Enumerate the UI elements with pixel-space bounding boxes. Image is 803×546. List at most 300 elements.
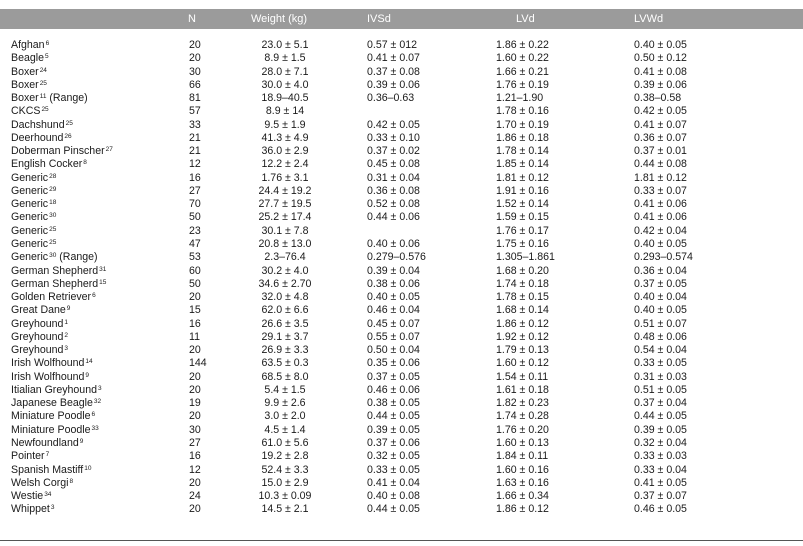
reference-number: 25 (41, 106, 49, 114)
lvwd-value: 0.44 ± 0.05 (634, 410, 687, 423)
lvwd-cell (596, 477, 803, 490)
table-row (0, 503, 803, 516)
table-row (0, 304, 803, 317)
lvwd-value: 0.33 ± 0.07 (634, 184, 687, 197)
table-header (0, 9, 803, 29)
weight-value: 15.0 ± 2.9 (261, 476, 309, 489)
lvd-cell (476, 132, 596, 145)
weight-value: 26.6 ± 3.5 (261, 317, 309, 330)
table-row (0, 92, 803, 105)
breed-name: Irish Wolfhound (11, 357, 85, 370)
breed-cell (0, 397, 183, 410)
lvwd-value: 0.39 ± 0.05 (634, 423, 687, 436)
lvd-cell (476, 52, 596, 65)
lvd-value: 1.74 ± 0.18 (496, 277, 549, 290)
reference-number: 14 (85, 358, 93, 366)
header-breed (0, 9, 183, 29)
n-cell (183, 278, 231, 291)
lvwd-cell (596, 225, 803, 238)
header-lvwd: LVWd (634, 13, 664, 25)
ivsd-value: 0.52 ± 0.08 (367, 198, 420, 211)
lvd-cell (476, 66, 596, 79)
n-value: 11 (189, 330, 200, 343)
n-value: 20 (189, 370, 201, 383)
lvwd-cell (596, 357, 803, 370)
breed-cell (0, 145, 183, 158)
breed-cell (0, 265, 183, 278)
lvd-value: 1.76 ± 0.19 (496, 78, 549, 91)
n-cell (183, 450, 231, 463)
lvd-value: 1.74 ± 0.28 (496, 410, 549, 423)
header-lvd: LVd (516, 13, 535, 25)
table-row (0, 145, 803, 158)
lvwd-cell (596, 318, 803, 331)
weight-value: 8.9 ± 14 (265, 105, 305, 118)
lvwd-cell (596, 291, 803, 304)
n-cell (183, 66, 231, 79)
lvd-cell (476, 225, 596, 238)
lvd-cell (476, 477, 596, 490)
ivsd-cell (351, 477, 476, 490)
lvwd-cell (596, 251, 803, 264)
weight-value: 2.3–76.4 (264, 251, 306, 264)
weight-value: 36.0 ± 2.9 (261, 145, 309, 158)
reference-number: 29 (49, 185, 57, 193)
table-row (0, 291, 803, 304)
n-value: 70 (189, 198, 201, 211)
breed-name: Greyhound (11, 344, 64, 357)
breed-cell (0, 105, 183, 118)
breed-cell (0, 251, 183, 264)
lvwd-cell (596, 371, 803, 384)
lvwd-cell (596, 464, 803, 477)
n-value: 24 (189, 490, 201, 503)
ivsd-cell (351, 464, 476, 477)
reference-number: 30 (49, 252, 57, 260)
n-cell (183, 477, 231, 490)
ivsd-cell (351, 158, 476, 171)
weight-cell (231, 304, 351, 317)
weight-cell (231, 490, 351, 503)
reference-number: 8 (69, 477, 74, 485)
weight-value: 18.9–40.5 (261, 92, 309, 105)
lvd-value: 1.86 ± 0.18 (496, 131, 549, 144)
n-cell (183, 52, 231, 65)
ivsd-cell (351, 238, 476, 251)
lvwd-cell (596, 344, 803, 357)
breed-name: Pointer (11, 450, 45, 463)
lvwd-value: 0.39 ± 0.06 (634, 78, 687, 91)
weight-value: 52.4 ± 3.3 (261, 463, 309, 476)
weight-value: 25.2 ± 17.4 (258, 211, 312, 224)
ivsd-cell (351, 92, 476, 105)
lvd-cell (476, 278, 596, 291)
ivsd-value: 0.45 ± 0.08 (367, 158, 420, 171)
ivsd-value: 0.40 ± 0.05 (367, 291, 420, 304)
table-row (0, 278, 803, 291)
n-cell (183, 225, 231, 238)
reference-number: 15 (99, 278, 107, 286)
reference-number: 25 (49, 238, 57, 246)
lvd-value: 1.85 ± 0.14 (496, 158, 549, 171)
weight-cell (231, 39, 351, 52)
n-value: 20 (189, 410, 201, 423)
weight-value: 4.5 ± 1.4 (264, 423, 306, 436)
lvd-value: 1.21–1.90 (496, 92, 544, 105)
n-cell (183, 185, 231, 198)
reference-number: 6 (45, 40, 50, 47)
lvd-value: 1.66 ± 0.34 (496, 490, 549, 503)
breed-name: CKCS (11, 105, 41, 118)
weight-cell (231, 172, 351, 185)
lvd-cell (476, 92, 596, 105)
lvd-value: 1.82 ± 0.23 (496, 397, 549, 410)
weight-cell (231, 503, 351, 516)
lvd-cell (476, 172, 596, 185)
reference-number: 11 (39, 93, 47, 101)
breed-cell (0, 52, 183, 65)
weight-cell (231, 225, 351, 238)
table-row (0, 265, 803, 278)
lvwd-value: 0.40 ± 0.05 (634, 39, 687, 51)
lvd-value: 1.66 ± 0.21 (496, 65, 549, 78)
weight-cell (231, 92, 351, 105)
lvwd-value: 0.40 ± 0.04 (634, 291, 687, 304)
breed-cell (0, 331, 183, 344)
ivsd-value: 0.37 ± 0.05 (367, 370, 420, 383)
breed-cell (0, 278, 183, 291)
breed-name: Westie (11, 490, 44, 503)
weight-value: 32.0 ± 4.8 (261, 291, 309, 304)
table-row (0, 238, 803, 251)
lvwd-value: 0.48 ± 0.06 (634, 330, 687, 343)
lvd-cell (476, 291, 596, 304)
ivsd-value: 0.44 ± 0.06 (367, 211, 420, 224)
weight-cell (231, 119, 351, 132)
weight-cell (231, 318, 351, 331)
lvwd-value: 0.46 ± 0.05 (634, 503, 687, 516)
lvd-cell (476, 39, 596, 52)
breed-name: Generic (11, 211, 49, 224)
breed-cell (0, 464, 183, 477)
breed-reference-table (0, 9, 803, 517)
weight-cell (231, 52, 351, 65)
ivsd-value: 0.37 ± 0.06 (367, 436, 420, 449)
weight-value: 9.5 ± 1.9 (264, 118, 306, 131)
ivsd-value: 0.40 ± 0.06 (367, 237, 420, 250)
ivsd-value: 0.37 ± 0.08 (367, 65, 420, 78)
ivsd-cell (351, 490, 476, 503)
n-value: 50 (189, 277, 201, 290)
n-cell (183, 384, 231, 397)
table-row (0, 331, 803, 344)
lvwd-cell (596, 158, 803, 171)
lvd-cell (476, 318, 596, 331)
breed-name: German Shepherd (11, 277, 99, 290)
lvd-value: 1.75 ± 0.16 (496, 237, 549, 250)
lvwd-cell (596, 437, 803, 450)
breed-name: Boxer (11, 65, 39, 78)
weight-value: 20.8 ± 13.0 (258, 237, 312, 250)
lvd-value: 1.60 ± 0.13 (496, 436, 549, 449)
weight-cell (231, 265, 351, 278)
lvwd-value: 0.36 ± 0.07 (634, 131, 687, 144)
n-cell (183, 251, 231, 264)
lvwd-value: 0.293–0.574 (634, 251, 693, 264)
reference-number: 9 (79, 437, 84, 445)
weight-cell (231, 105, 351, 118)
lvd-value: 1.60 ± 0.12 (496, 357, 549, 370)
lvwd-cell (596, 331, 803, 344)
table-row (0, 464, 803, 477)
reference-number: 3 (50, 504, 55, 512)
breed-cell (0, 185, 183, 198)
n-cell (183, 371, 231, 384)
ivsd-cell (351, 331, 476, 344)
breed-cell (0, 79, 183, 92)
ivsd-value: 0.46 ± 0.04 (367, 304, 420, 317)
n-value: 50 (189, 211, 201, 224)
n-cell (183, 304, 231, 317)
reference-number: 27 (105, 146, 113, 154)
n-value: 12 (189, 463, 201, 476)
ivsd-value: 0.44 ± 0.05 (367, 410, 420, 423)
n-value: 16 (189, 171, 201, 184)
breed-name: Generic (11, 224, 49, 237)
lvwd-cell (596, 384, 803, 397)
breed-cell (0, 119, 183, 132)
n-cell (183, 331, 231, 344)
ivsd-value: 0.38 ± 0.05 (367, 397, 420, 410)
lvwd-cell (596, 39, 803, 52)
breed-cell (0, 92, 183, 105)
lvd-value: 1.60 ± 0.16 (496, 463, 549, 476)
lvwd-value: 0.31 ± 0.03 (634, 370, 687, 383)
lvwd-cell (596, 145, 803, 158)
n-value: 30 (189, 423, 201, 436)
table-row (0, 251, 803, 264)
ivsd-cell (351, 225, 476, 238)
weight-value: 8.9 ± 1.5 (264, 52, 306, 65)
weight-value: 24.4 ± 19.2 (258, 184, 312, 197)
n-cell (183, 357, 231, 370)
table-row (0, 424, 803, 437)
breed-name: English Cocker (11, 158, 83, 171)
ivsd-value: 0.33 ± 0.05 (367, 463, 420, 476)
lvd-value: 1.78 ± 0.16 (496, 105, 549, 118)
lvwd-value: 0.51 ± 0.05 (634, 383, 687, 396)
lvwd-value: 0.51 ± 0.07 (634, 317, 687, 330)
weight-value: 23.0 ± 5.1 (261, 39, 309, 51)
weight-cell (231, 464, 351, 477)
weight-cell (231, 198, 351, 211)
reference-number: 8 (83, 159, 87, 167)
breed-cell (0, 437, 183, 450)
n-cell (183, 172, 231, 185)
n-value: 20 (189, 503, 201, 516)
weight-cell (231, 145, 351, 158)
reference-number: 3 (64, 345, 69, 353)
table-row (0, 344, 803, 357)
breed-cell (0, 225, 183, 238)
reference-number: 26 (64, 132, 72, 140)
reference-number: 7 (45, 451, 50, 459)
n-cell (183, 39, 231, 52)
ivsd-value: 0.33 ± 0.10 (367, 131, 420, 144)
ivsd-value: 0.39 ± 0.05 (367, 423, 420, 436)
ivsd-cell (351, 185, 476, 198)
n-value: 27 (189, 184, 201, 197)
breed-cell (0, 384, 183, 397)
breed-name: Afghan (11, 39, 45, 51)
breed-name: Generic (11, 184, 49, 197)
breed-cell (0, 238, 183, 251)
n-value: 20 (189, 344, 201, 357)
weight-value: 30.0 ± 4.0 (261, 78, 309, 91)
lvwd-cell (596, 92, 803, 105)
table-row (0, 52, 803, 65)
n-value: 57 (189, 105, 201, 118)
n-value: 16 (189, 317, 201, 330)
breed-cell (0, 158, 183, 171)
ivsd-value: 0.36 ± 0.08 (367, 184, 420, 197)
ivsd-cell (351, 357, 476, 370)
n-value: 27 (189, 436, 201, 449)
ivsd-value: 0.31 ± 0.04 (367, 171, 420, 184)
weight-cell (231, 477, 351, 490)
breed-cell (0, 198, 183, 211)
n-cell (183, 344, 231, 357)
ivsd-value: 0.42 ± 0.05 (367, 118, 420, 131)
n-cell (183, 145, 231, 158)
table-row (0, 158, 803, 171)
lvwd-value: 1.81 ± 0.12 (634, 171, 687, 184)
header-weight: Weight (kg) (251, 13, 308, 25)
n-cell (183, 410, 231, 423)
lvwd-value: 0.41 ± 0.07 (634, 118, 687, 131)
ivsd-cell (351, 79, 476, 92)
weight-cell (231, 424, 351, 437)
weight-cell (231, 384, 351, 397)
n-value: 47 (189, 237, 201, 250)
breed-name: Generic (11, 198, 49, 211)
lvwd-value: 0.41 ± 0.08 (634, 65, 687, 78)
lvwd-value: 0.42 ± 0.05 (634, 105, 687, 118)
n-value: 23 (189, 224, 201, 237)
weight-value: 10.3 ± 0.09 (258, 490, 312, 503)
lvd-cell (476, 503, 596, 516)
breed-name: Golden Retriever (11, 291, 92, 304)
lvd-value: 1.86 ± 0.22 (496, 39, 549, 51)
breed-cell (0, 410, 183, 423)
table-row (0, 410, 803, 423)
ivsd-value: 0.50 ± 0.04 (367, 344, 420, 357)
reference-number: 25 (39, 79, 47, 87)
ivsd-cell (351, 397, 476, 410)
ivsd-value: 0.46 ± 0.06 (367, 383, 420, 396)
lvd-cell (476, 251, 596, 264)
lvd-value: 1.78 ± 0.14 (496, 145, 549, 158)
ivsd-cell (351, 66, 476, 79)
ivsd-value: 0.40 ± 0.08 (367, 490, 420, 503)
lvwd-cell (596, 105, 803, 118)
lvwd-value: 0.40 ± 0.05 (634, 304, 687, 317)
reference-number: 9 (66, 305, 71, 313)
weight-cell (231, 278, 351, 291)
breed-cell (0, 477, 183, 490)
breed-cell (0, 172, 183, 185)
ivsd-cell (351, 211, 476, 224)
breed-cell (0, 211, 183, 224)
lvd-cell (476, 437, 596, 450)
lvwd-cell (596, 238, 803, 251)
breed-name: Spanish Mastiff (11, 463, 84, 476)
lvd-value: 1.76 ± 0.20 (496, 423, 549, 436)
reference-number: 30 (49, 212, 57, 220)
n-value: 33 (189, 118, 201, 131)
reference-number: 34 (44, 491, 52, 499)
n-value: 81 (189, 92, 201, 105)
lvd-value: 1.81 ± 0.12 (496, 171, 549, 184)
lvd-cell (476, 410, 596, 423)
lvwd-cell (596, 424, 803, 437)
ivsd-cell (351, 410, 476, 423)
lvwd-value: 0.37 ± 0.01 (634, 145, 687, 158)
breed-name: Whippet (11, 503, 50, 516)
breed-name: Generic (11, 251, 49, 264)
weight-cell (231, 291, 351, 304)
lvwd-value: 0.38–0.58 (634, 92, 682, 105)
lvd-value: 1.59 ± 0.15 (496, 211, 549, 224)
table-row (0, 198, 803, 211)
lvd-value: 1.70 ± 0.19 (496, 118, 549, 131)
lvd-cell (476, 185, 596, 198)
table-row (0, 79, 803, 92)
lvwd-cell (596, 410, 803, 423)
breed-name: Beagle (11, 52, 44, 65)
table-row (0, 39, 803, 52)
ivsd-cell (351, 119, 476, 132)
lvwd-value: 0.44 ± 0.08 (634, 158, 687, 171)
lvwd-cell (596, 265, 803, 278)
n-value: 19 (189, 397, 201, 410)
ivsd-cell (351, 265, 476, 278)
breed-name: Itialian Greyhound (11, 383, 97, 396)
ivsd-cell (351, 52, 476, 65)
table-row (0, 132, 803, 145)
lvwd-cell (596, 397, 803, 410)
n-value: 20 (189, 52, 201, 65)
weight-value: 68.5 ± 8.0 (261, 370, 309, 383)
n-value: 60 (189, 264, 201, 277)
ivsd-value: 0.36–0.63 (367, 92, 415, 105)
weight-value: 14.5 ± 2.1 (261, 503, 309, 516)
weight-cell (231, 185, 351, 198)
breed-name: Boxer (11, 78, 39, 91)
breed-name: Boxer (11, 92, 39, 105)
lvwd-cell (596, 211, 803, 224)
lvd-cell (476, 424, 596, 437)
breed-cell (0, 318, 183, 331)
ivsd-value: 0.57 ± 012 (367, 39, 417, 51)
table-body (0, 29, 803, 517)
ivsd-cell (351, 450, 476, 463)
n-value: 20 (189, 39, 201, 51)
weight-cell (231, 238, 351, 251)
ivsd-cell (351, 105, 476, 118)
n-value: 21 (189, 145, 201, 158)
table-row (0, 450, 803, 463)
